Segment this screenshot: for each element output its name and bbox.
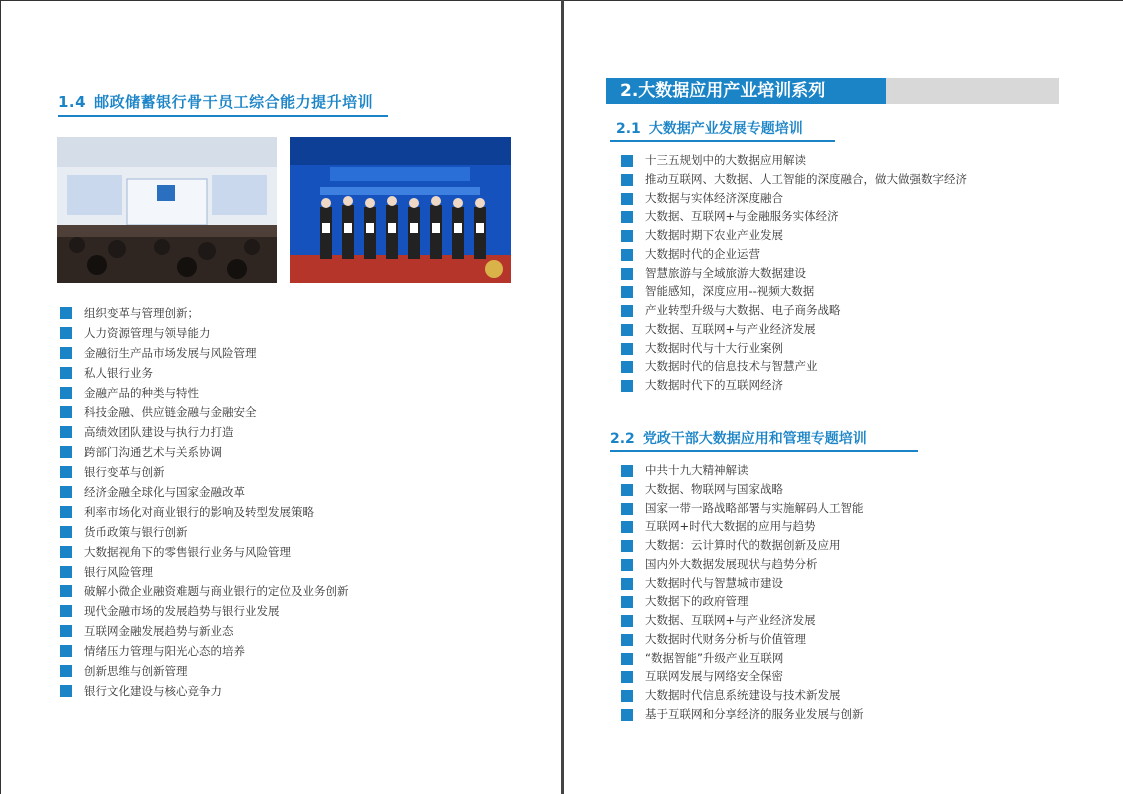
list-item (621, 340, 967, 359)
list-item-text: 大数据视角下的零售银行业务与风险管理 (84, 544, 291, 559)
bullet-square-icon (621, 230, 633, 242)
list-item-text: 科技金融、供应链金融与金融安全 (84, 405, 257, 420)
list-item (60, 543, 349, 563)
bullet-square-icon (60, 566, 72, 578)
section-number: 2.1 (616, 121, 641, 137)
list-item-text: 大数据时代下的互联网经济 (645, 378, 783, 392)
list-item (621, 575, 864, 594)
list-item-text: 互联网金融发展趋势与新业态 (84, 624, 234, 639)
main-section-title: 2.大数据应用产业培训系列 (606, 78, 886, 104)
list-item (60, 582, 349, 602)
list-item-text: 利率市场化对商业银行的影响及转型发展策略 (84, 504, 314, 519)
bullet-square-icon (621, 634, 633, 646)
list-item (621, 518, 864, 537)
list-item (621, 593, 864, 612)
list-item-text: 大数据、互联网+与产业经济发展 (645, 613, 816, 627)
section-heading-1-4 (58, 91, 388, 117)
bullet-square-icon (621, 521, 633, 533)
list-item-text: 创新思维与创新管理 (84, 664, 188, 679)
bullet-square-icon (621, 559, 633, 571)
list-item (60, 563, 349, 583)
list-item-text: 产业转型升级与大数据、电子商务战略 (645, 303, 841, 317)
bullet-square-icon (60, 526, 72, 538)
list-item-text: 银行风险管理 (84, 564, 153, 579)
bullet-square-icon (621, 596, 633, 608)
bullet-square-icon (60, 446, 72, 458)
list-item-text: 大数据：云计算时代的数据创新及应用 (645, 538, 841, 552)
list-item (60, 344, 349, 364)
left-course-list (60, 304, 349, 702)
list-item (60, 403, 349, 423)
list-item-text: 大数据时代的企业运营 (645, 246, 760, 261)
section-number: 1.4 (58, 93, 87, 111)
bullet-square-icon (621, 305, 633, 317)
conference-hall-photo (57, 137, 277, 283)
section-number: 2.2 (610, 431, 635, 447)
list-item (621, 283, 967, 302)
list-item (621, 377, 967, 396)
list-item (621, 246, 967, 265)
list-item (60, 423, 349, 443)
list-item (60, 463, 349, 483)
list-item (60, 602, 349, 622)
list-item-text: 大数据、物联网与国家战略 (645, 481, 783, 496)
bullet-square-icon (621, 193, 633, 205)
list-item-text: 互联网发展与网络安全保密 (645, 669, 783, 684)
list-item-text: 私人银行业务 (84, 365, 153, 380)
award-ceremony-photo (290, 137, 511, 283)
bullet-square-icon (621, 671, 633, 683)
list-item-text: 中共十九大精神解读 (645, 463, 749, 477)
list-item-text: 情绪压力管理与阳光心态的培养 (84, 644, 245, 659)
bullet-square-icon (621, 653, 633, 665)
bullet-square-icon (621, 484, 633, 496)
list-item-text: 大数据时代的信息技术与智慧产业 (645, 359, 818, 374)
section-title: 邮政储蓄银行骨干员工综合能力提升培训 (94, 93, 374, 111)
bullet-square-icon (60, 645, 72, 657)
list-item-text: 国内外大数据发展现状与趋势分析 (645, 556, 818, 571)
list-item (621, 171, 967, 190)
bullet-square-icon (621, 211, 633, 223)
list-item (621, 190, 967, 209)
list-item-text: 人力资源管理与领导能力 (84, 325, 211, 340)
list-item (60, 682, 349, 702)
list-item (621, 556, 864, 575)
bullet-square-icon (621, 324, 633, 336)
bullet-square-icon (621, 615, 633, 627)
list-item (621, 152, 967, 171)
list-item-text: 国家一带一路战略部署与实施解码人工智能 (645, 500, 864, 515)
bullet-square-icon (60, 665, 72, 677)
list-item-text: “数据智能”升级产业互联网 (645, 650, 784, 665)
list-item-text: 十三五规划中的大数据应用解读 (645, 153, 806, 167)
bullet-square-icon (60, 307, 72, 319)
list-item (621, 302, 967, 321)
bullet-square-icon (60, 546, 72, 558)
list-item (60, 324, 349, 344)
list-item (60, 364, 349, 384)
bullet-square-icon (60, 387, 72, 399)
list-item (621, 265, 967, 284)
list-item-text: 大数据、互联网+与产业经济发展 (645, 321, 816, 336)
list-item-text: 大数据时期下农业产业发展 (645, 228, 783, 242)
bigdata-industry-course-list (621, 152, 967, 396)
bullet-square-icon (60, 367, 72, 379)
list-item (621, 358, 967, 377)
bullet-square-icon (621, 690, 633, 702)
bullet-square-icon (60, 486, 72, 498)
section-title: 党政干部大数据应用和管理专题培训 (642, 431, 867, 447)
government-bigdata-course-list (621, 462, 864, 725)
list-item-text: 金融产品的种类与特性 (84, 385, 199, 400)
list-item-text: 智能感知，深度应用--视频大数据 (645, 284, 815, 299)
conference-hall-image (57, 137, 277, 283)
bullet-square-icon (621, 361, 633, 373)
list-item-text: 大数据下的政府管理 (645, 594, 749, 609)
list-item (621, 631, 864, 650)
bullet-square-icon (621, 155, 633, 167)
list-item (621, 462, 864, 481)
bullet-square-icon (60, 347, 72, 359)
list-item-text: 大数据时代与智慧城市建设 (645, 575, 783, 590)
bullet-square-icon (621, 286, 633, 298)
list-item (60, 662, 349, 682)
list-item-text: 跨部门沟通艺术与关系协调 (84, 445, 222, 460)
section-title: 大数据产业发展专题培训 (648, 121, 803, 137)
bullet-square-icon (60, 406, 72, 418)
list-item (60, 384, 349, 404)
bullet-square-icon (621, 709, 633, 721)
list-item (621, 687, 864, 706)
list-item (621, 668, 864, 687)
bullet-square-icon (60, 506, 72, 518)
list-item-text: 组织变革与管理创新； (84, 306, 199, 320)
list-item-text: 现代金融市场的发展趋势与银行业发展 (84, 604, 280, 619)
bullet-square-icon (621, 268, 633, 280)
bullet-square-icon (621, 174, 633, 186)
list-item (621, 706, 864, 725)
list-item-text: 大数据与实体经济深度融合 (645, 190, 783, 205)
bullet-square-icon (60, 585, 72, 597)
section-heading-2-2 (610, 428, 918, 452)
main-section-banner (606, 78, 1059, 104)
list-item-text: 金融衍生产品市场发展与风险管理 (84, 345, 257, 360)
bullet-square-icon (621, 380, 633, 392)
list-item-text: 货币政策与银行创新 (84, 524, 188, 539)
list-item-text: 大数据时代财务分析与价值管理 (645, 631, 806, 646)
list-item (621, 500, 864, 519)
list-item (60, 622, 349, 642)
list-item (621, 321, 967, 340)
list-item-text: 经济金融全球化与国家金融改革 (84, 485, 245, 500)
list-item-text: 银行变革与创新 (84, 465, 165, 480)
list-item-text: 大数据、互联网+与金融服务实体经济 (645, 209, 839, 224)
list-item (60, 523, 349, 543)
bullet-square-icon (621, 343, 633, 355)
list-item (621, 650, 864, 669)
list-item-text: 互联网+时代大数据的应用与趋势 (645, 519, 816, 534)
bullet-square-icon (60, 327, 72, 339)
list-item (621, 227, 967, 246)
bullet-square-icon (60, 466, 72, 478)
list-item (60, 503, 349, 523)
list-item-text: 大数据时代与十大行业案例 (645, 340, 783, 355)
list-item (621, 208, 967, 227)
list-item (621, 481, 864, 500)
list-item (621, 612, 864, 631)
bullet-square-icon (621, 503, 633, 515)
list-item-text: 银行文化建设与核心竞争力 (84, 683, 222, 698)
list-item-text: 破解小微企业融资难题与商业银行的定位及业务创新 (84, 584, 349, 599)
bullet-square-icon (621, 540, 633, 552)
bullet-square-icon (621, 249, 633, 261)
bullet-square-icon (60, 625, 72, 637)
list-item-text: 基于互联网和分享经济的服务业发展与创新 (645, 706, 864, 721)
bullet-square-icon (60, 605, 72, 617)
list-item-text: 高绩效团队建设与执行力打造 (84, 425, 234, 440)
bullet-square-icon (60, 685, 72, 697)
list-item (60, 642, 349, 662)
list-item-text: 推动互联网、大数据、人工智能的深度融合，做大做强数字经济 (645, 171, 967, 186)
list-item-text: 大数据时代信息系统建设与技术新发展 (645, 688, 841, 702)
bullet-square-icon (621, 465, 633, 477)
list-item (60, 443, 349, 463)
award-ceremony-image (290, 137, 511, 283)
list-item-text: 智慧旅游与全域旅游大数据建设 (645, 265, 806, 280)
list-item (60, 304, 349, 324)
bullet-square-icon (60, 426, 72, 438)
bullet-square-icon (621, 578, 633, 590)
section-heading-2-1 (610, 118, 835, 142)
list-item (60, 483, 349, 503)
list-item (621, 537, 864, 556)
